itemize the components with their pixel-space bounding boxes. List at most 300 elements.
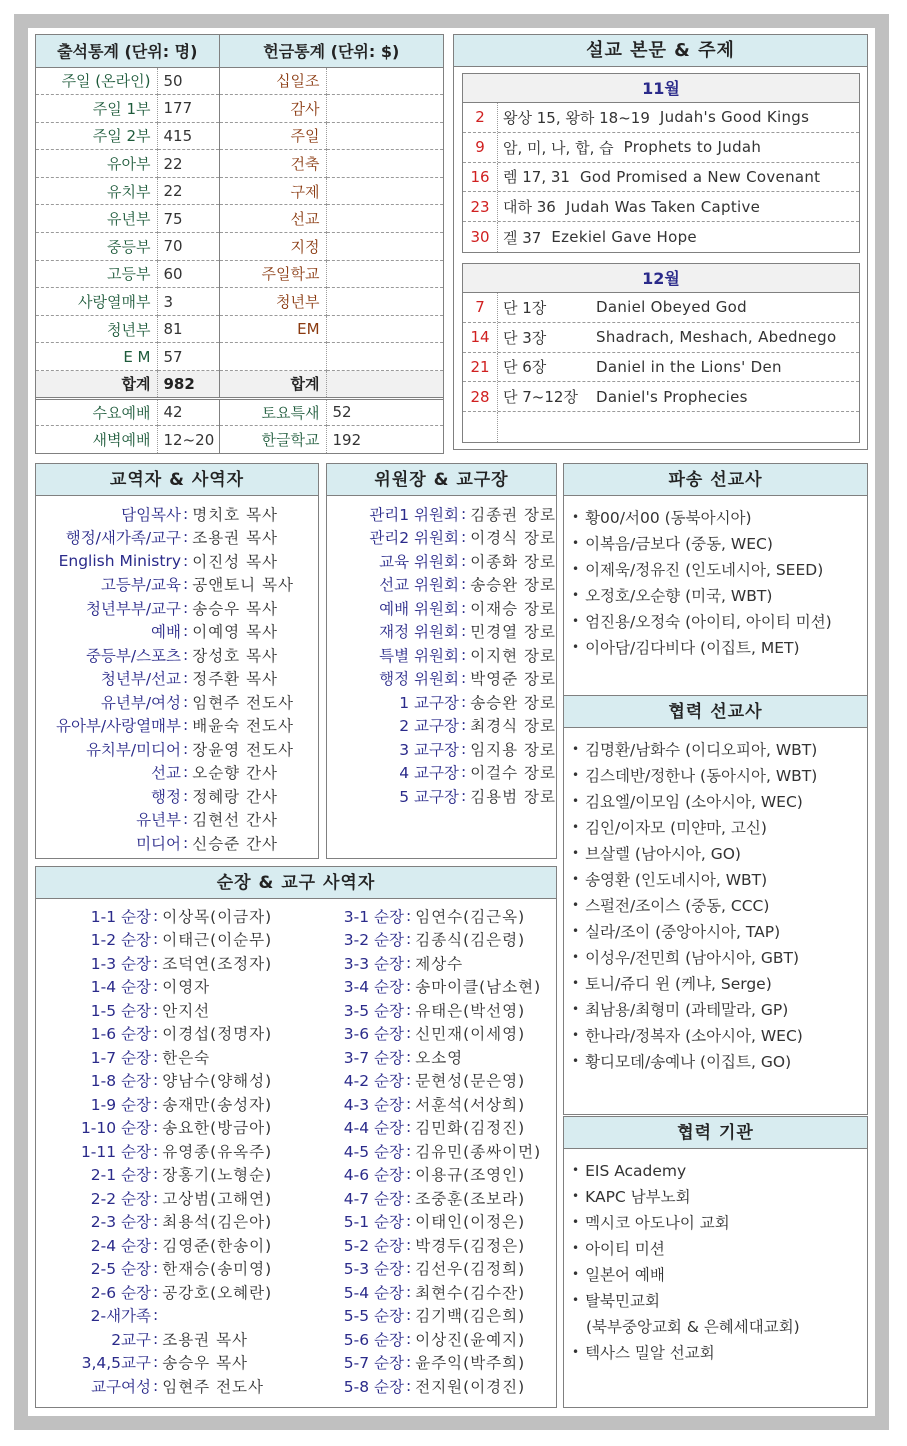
role-label: 5-3 순장 xyxy=(343,1260,404,1279)
colon: : xyxy=(153,953,159,972)
attendance-label: 유치부 xyxy=(36,177,157,205)
person-name: 윤주익(박주희) xyxy=(415,1354,526,1373)
month-label: 11월 xyxy=(463,74,859,103)
colon: : xyxy=(406,1024,412,1043)
sermon-date: 16 xyxy=(463,163,498,192)
partner-missionary-item: • 김명환/남화수 (이디오피아, WBT) xyxy=(572,736,867,762)
role-label: 4 교구장 xyxy=(399,764,459,783)
colon: : xyxy=(406,1165,412,1184)
colon: : xyxy=(153,1259,159,1278)
colon: : xyxy=(460,528,467,547)
sermon-date xyxy=(463,412,498,442)
cell-leader-row xyxy=(296,1139,556,1163)
staff-row xyxy=(36,596,318,620)
cell-leader-row xyxy=(36,1257,296,1281)
partner-missionary-item: • 브살렐 (남아시아, GO) xyxy=(572,840,867,866)
attendance-total-value: 982 xyxy=(157,371,219,399)
role-label: 4-3 순장 xyxy=(343,1095,404,1114)
role-label: 예배 위원회 xyxy=(379,599,459,618)
person-name: 김종식(김은령) xyxy=(415,931,526,950)
cell-leader-row xyxy=(36,998,296,1022)
role-label: 5-4 순장 xyxy=(343,1283,404,1302)
elder-row xyxy=(327,714,556,738)
colon: : xyxy=(183,528,189,547)
attendance-label: 주일 (온라인) xyxy=(36,67,157,95)
attendance-value: 60 xyxy=(157,260,219,288)
attendance-value: 75 xyxy=(157,205,219,233)
person-name: 전지원(이경진) xyxy=(415,1377,526,1396)
attendance-label: 주일 1부 xyxy=(36,95,157,123)
month-label: 12월 xyxy=(463,264,859,293)
cell-leader-row xyxy=(296,1280,556,1304)
sermon-scripture: 암, 미, 나, 합, 습 xyxy=(503,138,614,157)
person-name: 이상진(윤예지) xyxy=(415,1330,526,1349)
role-label: 1-7 순장 xyxy=(90,1048,151,1067)
role-label: 유치부/미디어 xyxy=(85,740,181,759)
role-label: 1-2 순장 xyxy=(90,931,151,950)
cell-leader-row xyxy=(36,1351,296,1375)
role-label: 5 교구장 xyxy=(399,787,459,806)
attendance-extra-label: 수요예배 xyxy=(36,398,157,426)
sermon-row xyxy=(463,163,859,193)
stats-row xyxy=(36,233,443,261)
attendance-value: 57 xyxy=(157,343,219,371)
stats-row xyxy=(36,205,443,233)
elder-row xyxy=(327,643,556,667)
person-name: 임지용 장로 xyxy=(470,740,556,759)
role-label: 중등부/스포츠 xyxy=(85,646,181,665)
offering-total-label: 합계 xyxy=(219,371,326,399)
role-label: 재정 위원회 xyxy=(379,623,459,642)
offering-value xyxy=(326,233,443,261)
cell-leader-row xyxy=(296,998,556,1022)
partner-missionary-item: • 송영환 (인도네시아, WBT) xyxy=(572,866,867,892)
sermon-date: 7 xyxy=(463,293,498,322)
person-name: 김선우(김정희) xyxy=(415,1260,526,1279)
sermon-topic: Daniel's Prophecies xyxy=(596,387,748,406)
colon: : xyxy=(153,1376,159,1395)
sermon-scripture: 겔 37 xyxy=(503,228,542,247)
colon: : xyxy=(153,906,159,925)
elder-row xyxy=(327,596,556,620)
elder-row xyxy=(327,667,556,691)
person-name: 이상목(이금자) xyxy=(162,907,273,926)
cell-leader-row xyxy=(296,1116,556,1140)
offering-label: 감사 xyxy=(219,95,326,123)
person-name: 장윤영 전도사 xyxy=(192,740,294,759)
attendance-value: 415 xyxy=(157,122,219,150)
sermon-scripture: 단 7~12장 xyxy=(503,388,578,407)
sermon-topic: Ezekiel Gave Hope xyxy=(551,228,697,247)
sermon-panel xyxy=(453,34,868,450)
staff-row xyxy=(36,761,318,785)
role-label: 1-3 순장 xyxy=(90,954,151,973)
sermon-scripture: 왕상 15, 왕하 18~19 xyxy=(503,108,650,127)
person-name: 송승완 장로 xyxy=(470,693,556,712)
staff-row xyxy=(36,502,318,526)
sermon-date: 23 xyxy=(463,192,498,221)
sermon-row xyxy=(463,353,859,383)
staff-row xyxy=(36,526,318,550)
role-label: 5-5 순장 xyxy=(343,1307,404,1326)
person-name: 조용권 목사 xyxy=(192,529,279,548)
stats-row xyxy=(36,288,443,316)
institutions-title: 협력 기관 xyxy=(564,1117,867,1149)
missionary-item: • 이아담/김다비다 (이집트, MET) xyxy=(572,634,867,660)
cell-leader-row xyxy=(296,1233,556,1257)
attendance-label: 사랑열매부 xyxy=(36,288,157,316)
sermon-topic: Shadrach, Meshach, Abednego xyxy=(596,328,837,347)
person-name: 박경두(김정은) xyxy=(415,1236,526,1255)
role-label: 1-10 순장 xyxy=(80,1119,151,1138)
attendance-total-label: 합계 xyxy=(36,371,157,399)
colon: : xyxy=(153,1024,159,1043)
sermon-date: 28 xyxy=(463,382,498,411)
person-name: 임현주 전도사 xyxy=(162,1377,264,1396)
cell-leader-row xyxy=(36,1186,296,1210)
colon: : xyxy=(153,1353,159,1372)
person-name: 서훈석(서상희) xyxy=(415,1095,526,1114)
partner-missionary-item: • 토니/쥬디 윈 (케냐, Serge) xyxy=(572,970,867,996)
sermon-topic: Judah's Good Kings xyxy=(659,108,810,127)
colon: : xyxy=(406,1071,412,1090)
role-label: 예배 xyxy=(151,623,181,642)
sermon-topic: Daniel Obeyed God xyxy=(596,298,747,317)
cell-leader-row xyxy=(296,1022,556,1046)
month-december xyxy=(462,263,860,443)
colon: : xyxy=(183,504,189,523)
role-label: 2-1 순장 xyxy=(90,1166,151,1185)
cell-leader-row xyxy=(36,1069,296,1093)
sermon-date: 2 xyxy=(463,103,498,132)
offering-value xyxy=(326,95,443,123)
attendance-label: 유년부 xyxy=(36,205,157,233)
role-label: 유년부 xyxy=(136,811,181,830)
stats-row xyxy=(36,177,443,205)
cell-leaders-right-column xyxy=(296,904,556,1398)
colon: : xyxy=(183,598,189,617)
colon: : xyxy=(406,1329,412,1348)
sermon-row xyxy=(463,382,859,412)
missionary-item: • 이제욱/정유진 (인도네시아, SEED) xyxy=(572,556,867,582)
role-label: 5-7 순장 xyxy=(343,1354,404,1373)
attendance-label: E M xyxy=(36,343,157,371)
cell-leader-row xyxy=(36,1045,296,1069)
colon: : xyxy=(183,622,189,641)
person-name: 김현선 간사 xyxy=(192,811,279,830)
attendance-value: 177 xyxy=(157,95,219,123)
cell-leader-row xyxy=(296,1069,556,1093)
cell-leader-row xyxy=(36,928,296,952)
colon: : xyxy=(460,716,467,735)
role-label: 선교 xyxy=(151,764,181,783)
role-label: 1-11 순장 xyxy=(80,1142,151,1161)
person-name: 김용범 장로 xyxy=(470,787,556,806)
person-name: 송승우 목사 xyxy=(162,1354,249,1373)
elder-row xyxy=(327,737,556,761)
sermon-scripture: 대하 36 xyxy=(503,198,556,217)
sermon-topic: God Promised a New Covenant xyxy=(579,167,821,186)
role-label: 행정 위원회 xyxy=(379,670,459,689)
colon: : xyxy=(183,833,189,852)
role-label: 청년부부/교구 xyxy=(85,599,181,618)
cell-leader-row xyxy=(36,1210,296,1234)
person-name: 송요한(방금아) xyxy=(162,1119,273,1138)
role-label: 3 교구장 xyxy=(399,740,459,759)
colon: : xyxy=(183,786,189,805)
offering-value xyxy=(326,150,443,178)
partner-missionary-item: • 이성우/전민희 (남아시아, GBT) xyxy=(572,944,867,970)
missionary-item: • 엄진용/오정숙 (아이티, 아이티 미션) xyxy=(572,608,867,634)
person-name: 이예영 목사 xyxy=(192,623,279,642)
offering-extra-label: 토요특새 xyxy=(219,398,326,426)
cell-leader-row xyxy=(36,1139,296,1163)
stats-row xyxy=(36,67,443,95)
person-name: 송승우 목사 xyxy=(192,599,279,618)
cell-leader-row xyxy=(36,1304,296,1328)
role-label: 2 교구장 xyxy=(399,717,459,736)
person-name: 이영자 xyxy=(162,978,211,997)
attendance-value: 70 xyxy=(157,233,219,261)
cell-leader-row xyxy=(36,1374,296,1398)
elder-row xyxy=(327,526,556,550)
person-name: 한재승(송미영) xyxy=(162,1260,273,1279)
attendance-extra-label: 새벽예배 xyxy=(36,426,157,454)
sermon-row xyxy=(463,293,859,323)
colon: : xyxy=(153,1094,159,1113)
cell-leader-row xyxy=(36,1116,296,1140)
cell-leader-row xyxy=(36,1022,296,1046)
colon: : xyxy=(153,1329,159,1348)
role-label: 1-6 순장 xyxy=(90,1025,151,1044)
offering-header: 헌금통계 (단위: $) xyxy=(219,35,443,67)
person-name: 이태인(이정은) xyxy=(415,1213,526,1232)
month-november xyxy=(462,73,860,253)
stats-row xyxy=(36,122,443,150)
person-name: 이태근(이순무) xyxy=(162,931,273,950)
person-name: 고상범(고해연) xyxy=(162,1189,273,1208)
cell-leader-row xyxy=(36,951,296,975)
person-name: 명치호 목사 xyxy=(192,505,279,524)
colon: : xyxy=(153,1000,159,1019)
sermon-row xyxy=(463,192,859,222)
colon: : xyxy=(183,645,189,664)
offering-total-value xyxy=(326,371,443,399)
person-name: 김종권 장로 xyxy=(470,505,556,524)
partner-missionary-item: • 최남용/최형미 (과테말라, GP) xyxy=(572,996,867,1022)
role-label: 특별 위원회 xyxy=(379,646,459,665)
stats-row xyxy=(36,260,443,288)
role-label: 2-3 순장 xyxy=(90,1213,151,1232)
offering-label xyxy=(219,343,326,371)
person-name: 이걸수 장로 xyxy=(470,764,556,783)
attendance-label: 청년부 xyxy=(36,315,157,343)
person-name: 공강호(오혜란) xyxy=(162,1283,273,1302)
institution-item: • 아이티 미션 xyxy=(572,1235,867,1261)
role-label: 2-4 순장 xyxy=(90,1236,151,1255)
role-label: 유년부/여성 xyxy=(100,693,181,712)
role-label: English Ministry xyxy=(58,551,181,570)
stats-row xyxy=(36,343,443,371)
colon: : xyxy=(406,906,412,925)
cell-leader-row xyxy=(296,1374,556,1398)
person-name: 배윤숙 전도사 xyxy=(192,717,294,736)
role-label: 5-6 순장 xyxy=(343,1330,404,1349)
person-name: 김유민(종싸이먼) xyxy=(415,1142,542,1161)
person-name: 이경식 장로 xyxy=(470,529,556,548)
colon: : xyxy=(153,1165,159,1184)
person-name: 오소영 xyxy=(415,1048,464,1067)
colon: : xyxy=(153,1071,159,1090)
colon: : xyxy=(153,1282,159,1301)
cell-leader-row xyxy=(36,1280,296,1304)
offering-label: 건축 xyxy=(219,150,326,178)
stats-row xyxy=(36,150,443,178)
staff-row xyxy=(36,808,318,832)
person-name: 최용석(김은아) xyxy=(162,1213,273,1232)
offering-value xyxy=(326,260,443,288)
person-name: 이용규(조영인) xyxy=(415,1166,526,1185)
cell-leader-row xyxy=(296,1304,556,1328)
cell-leader-row xyxy=(36,904,296,928)
statistics-table xyxy=(35,34,444,454)
role-label: 청년부/선교 xyxy=(100,670,181,689)
person-name: 유태은(박선영) xyxy=(415,1001,526,1020)
person-name: 김민화(김정진) xyxy=(415,1119,526,1138)
role-label: 1-9 순장 xyxy=(90,1095,151,1114)
person-name: 송승완 장로 xyxy=(470,576,556,595)
role-label: 1-5 순장 xyxy=(90,1001,151,1020)
institution-item: • 탈북민교회 xyxy=(572,1287,867,1313)
sermon-date: 14 xyxy=(463,323,498,352)
institution-item: • 멕시코 아도나이 교회 xyxy=(572,1209,867,1235)
staff-row xyxy=(36,714,318,738)
attendance-label: 주일 2부 xyxy=(36,122,157,150)
sermon-row xyxy=(463,103,859,133)
cell-leader-row xyxy=(296,1257,556,1281)
missionary-item: • 오정호/오순향 (미국, WBT) xyxy=(572,582,867,608)
colon: : xyxy=(406,1118,412,1137)
colon: : xyxy=(406,977,412,996)
partner-missionary-item: • 김요엘/이모임 (소아시아, WEC) xyxy=(572,788,867,814)
partner-missionary-item: • 스펄전/조이스 (중동, CCC) xyxy=(572,892,867,918)
colon: : xyxy=(183,810,189,829)
role-label: 1-1 순장 xyxy=(90,907,151,926)
staff-row xyxy=(36,690,318,714)
colon: : xyxy=(406,1282,412,1301)
stats-extra-row xyxy=(36,398,443,426)
colon: : xyxy=(153,930,159,949)
colon: : xyxy=(406,1353,412,1372)
colon: : xyxy=(153,1212,159,1231)
role-label: 행정 xyxy=(151,787,181,806)
person-name: 민경열 장로 xyxy=(470,623,556,642)
role-label: 4-4 순장 xyxy=(343,1119,404,1138)
person-name: 임연수(김근옥) xyxy=(415,907,526,926)
colon: : xyxy=(153,1118,159,1137)
role-label: 2-2 순장 xyxy=(90,1189,151,1208)
role-label: 3-6 순장 xyxy=(343,1025,404,1044)
staff-row xyxy=(36,573,318,597)
cell-leader-row xyxy=(36,975,296,999)
role-label: 교육 위원회 xyxy=(379,552,459,571)
attendance-label: 중등부 xyxy=(36,233,157,261)
colon: : xyxy=(460,692,467,711)
colon: : xyxy=(153,1188,159,1207)
colon: : xyxy=(460,645,467,664)
attendance-header: 출석통계 (단위: 명) xyxy=(36,35,219,67)
person-name: 최현수(김수잔) xyxy=(415,1283,526,1302)
role-label: 3-7 순장 xyxy=(343,1048,404,1067)
partner-missionary-item: • 김스데반/정한나 (동아시아, WBT) xyxy=(572,762,867,788)
colon: : xyxy=(406,1188,412,1207)
cell-leaders-left-column xyxy=(36,904,296,1398)
elder-row xyxy=(327,690,556,714)
offering-extra-value: 192 xyxy=(332,430,362,449)
colon: : xyxy=(183,763,189,782)
person-name: 한은숙 xyxy=(162,1048,211,1067)
cell-leader-row xyxy=(36,1327,296,1351)
person-name: 최경식 장로 xyxy=(470,717,556,736)
institution-item: • EIS Academy xyxy=(572,1157,867,1183)
role-label: 교구여성 xyxy=(91,1377,151,1396)
person-name: 오순향 간사 xyxy=(192,764,279,783)
cell-leaders-title: 순장 & 교구 사역자 xyxy=(36,867,556,899)
role-label: 5-1 순장 xyxy=(343,1213,404,1232)
colon: : xyxy=(153,1047,159,1066)
sermon-row xyxy=(463,222,859,252)
cell-leader-row xyxy=(296,1092,556,1116)
offering-extra-value: 52 xyxy=(326,398,443,426)
person-name: 송재만(송성자) xyxy=(162,1095,273,1114)
person-name: 유영종(유옥주) xyxy=(162,1142,273,1161)
role-label: 3-1 순장 xyxy=(343,907,404,926)
role-label: 유아부/사랑열매부 xyxy=(55,717,181,736)
attendance-label: 고등부 xyxy=(36,260,157,288)
partner-missionary-item: • 한나라/정복자 (소아시아, WEC) xyxy=(572,1022,867,1048)
staff-row xyxy=(36,667,318,691)
cell-leader-row xyxy=(296,928,556,952)
role-label: 4-2 순장 xyxy=(343,1072,404,1091)
missionary-item: • 황00/서00 (동북아시아) xyxy=(572,504,867,530)
cell-leader-row xyxy=(296,975,556,999)
offering-value xyxy=(326,315,443,343)
institution-item: (북부중앙교회 & 은혜세대교회) xyxy=(586,1318,800,1336)
colon: : xyxy=(406,930,412,949)
elders-panel xyxy=(326,463,557,859)
colon: : xyxy=(460,598,467,617)
elder-row xyxy=(327,573,556,597)
colon: : xyxy=(406,1000,412,1019)
role-label: 4-7 순장 xyxy=(343,1189,404,1208)
person-name: 김기백(김은희) xyxy=(415,1307,526,1326)
person-name: 양남수(양해성) xyxy=(162,1072,273,1091)
person-name: 임현주 전도사 xyxy=(192,693,294,712)
person-name: 제상수 xyxy=(415,954,464,973)
offering-value xyxy=(326,122,443,150)
role-label: 3-2 순장 xyxy=(343,931,404,950)
elder-row xyxy=(327,549,556,573)
staff-row xyxy=(36,620,318,644)
colon: : xyxy=(460,786,467,805)
colon: : xyxy=(406,1259,412,1278)
sermon-row xyxy=(463,323,859,353)
sermon-scripture: 단 3장 xyxy=(503,328,547,347)
role-label: 관리2 위원회 xyxy=(369,529,459,548)
colon: : xyxy=(460,739,467,758)
role-label: 5-2 순장 xyxy=(343,1236,404,1255)
offering-value xyxy=(326,343,443,371)
